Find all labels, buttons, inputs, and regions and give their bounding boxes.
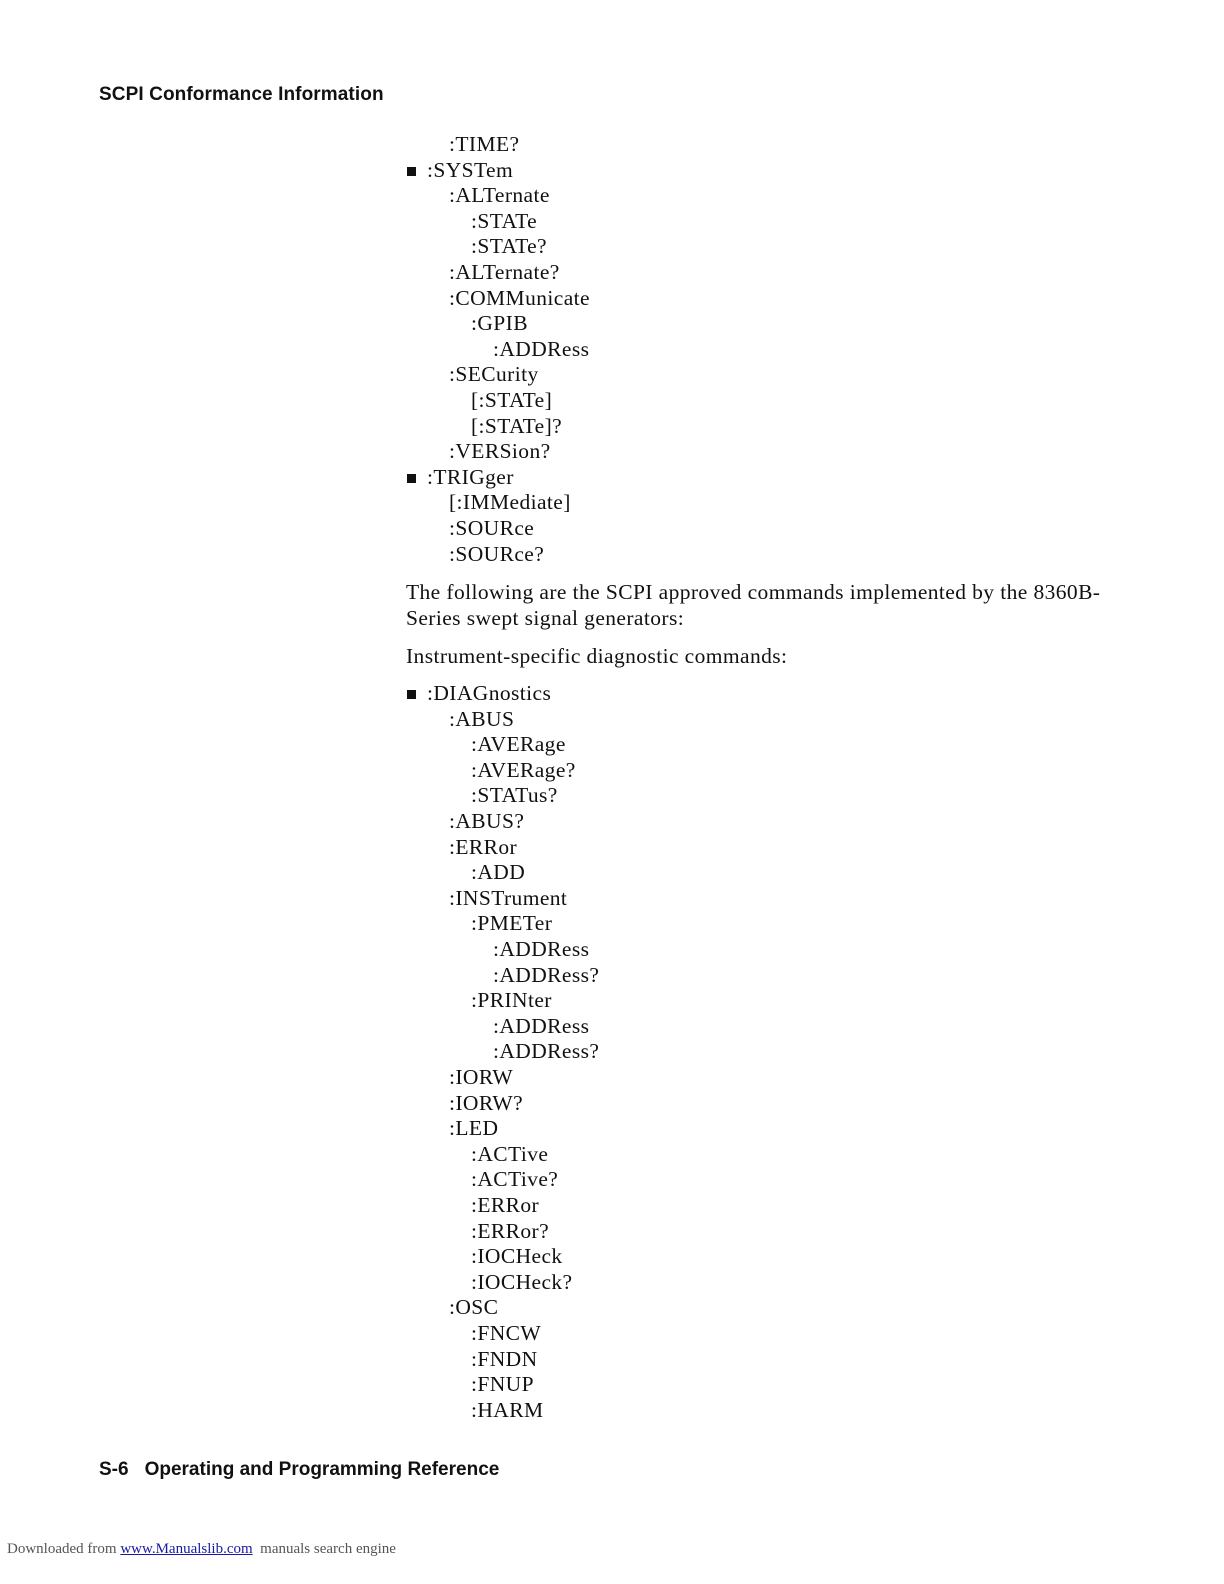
command-item: [406, 1091, 1106, 1117]
command-item: [406, 209, 1106, 235]
command-text: [:STATe]?: [471, 413, 563, 438]
command-item: [406, 783, 1106, 809]
command-text: :ADDRess: [493, 1013, 590, 1038]
command-text: :AVERage?: [471, 757, 576, 782]
document-body: [406, 132, 1106, 1423]
command-text: :IORW: [449, 1065, 514, 1089]
command-item: [406, 1347, 1106, 1373]
command-text: :HARM: [471, 1397, 544, 1422]
command-text: :ERRor: [471, 1192, 540, 1217]
command-text: :SECurity: [449, 362, 539, 387]
command-item: [406, 835, 1106, 861]
command-text: :SOURce?: [449, 541, 545, 566]
command-item: [406, 1039, 1106, 1065]
command-item: [406, 1219, 1106, 1245]
command-text: :OSC: [449, 1295, 499, 1320]
command-item: [406, 286, 1106, 312]
command-item: [406, 1372, 1106, 1398]
command-text: [:STATe]: [471, 387, 553, 412]
command-item: [406, 860, 1106, 886]
command-item: [406, 681, 1106, 707]
command-text: :AVERage: [471, 732, 566, 757]
command-text: :COMMunicate: [449, 285, 590, 310]
command-text: :SOURce: [449, 515, 535, 540]
page-number: S-6: [99, 1459, 129, 1480]
command-text: :ERRor?: [471, 1218, 550, 1243]
command-text: :STATe: [471, 208, 538, 233]
command-text: :FNUP: [471, 1372, 534, 1397]
command-item: [406, 158, 1106, 184]
command-text: :FNDN: [471, 1346, 538, 1371]
command-item: [406, 414, 1106, 440]
command-item: [406, 1244, 1106, 1270]
command-text: :STATus?: [471, 783, 558, 808]
square-bullet-icon: [407, 690, 416, 699]
page-header: SCPI Conformance Information: [99, 84, 384, 105]
command-text: :ABUS?: [449, 809, 525, 834]
command-text: :DIAGnostics: [427, 681, 552, 706]
command-item: [406, 362, 1106, 388]
page-footer: [99, 1459, 499, 1481]
command-text: :FNCW: [471, 1320, 542, 1345]
command-list-bottom: [406, 681, 1106, 1423]
command-item: [406, 183, 1106, 209]
command-item: [406, 1321, 1106, 1347]
command-item: [406, 337, 1106, 363]
command-item: [406, 439, 1106, 465]
command-item: [406, 234, 1106, 260]
command-item: [406, 1014, 1106, 1040]
download-suffix: manuals search engine: [260, 1541, 396, 1557]
command-item: [406, 465, 1106, 491]
command-item: [406, 132, 1106, 158]
square-bullet-icon: [407, 474, 416, 483]
command-item: [406, 1295, 1106, 1321]
command-item: [406, 311, 1106, 337]
command-item: [406, 1116, 1106, 1142]
command-item: [406, 1398, 1106, 1424]
command-text: :IOCHeck: [471, 1244, 563, 1269]
command-item: [406, 732, 1106, 758]
spacer: [406, 669, 1106, 681]
command-text: :IOCHeck?: [471, 1269, 573, 1294]
command-item: [406, 911, 1106, 937]
command-text: :ACTive?: [471, 1167, 559, 1192]
command-text: :GPIB: [471, 311, 528, 336]
command-text: :IORW?: [449, 1090, 524, 1115]
command-text: :ADDRess: [493, 336, 590, 361]
command-text: :LED: [449, 1116, 499, 1141]
command-text: :INSTrument: [449, 885, 568, 910]
command-text: :ACTive: [471, 1141, 549, 1166]
download-prefix: Downloaded from: [7, 1541, 117, 1557]
intro-paragraph: The following are the SCPI approved commands implemented by the 8360B-Series swept signal generators:: [406, 580, 1101, 631]
command-item: [406, 1065, 1106, 1091]
square-bullet-icon: [407, 167, 416, 176]
download-banner: [7, 1541, 396, 1558]
command-list-top: [406, 132, 1106, 567]
command-item: [406, 963, 1106, 989]
command-text: :ADDRess?: [493, 962, 600, 987]
command-text: [:IMMediate]: [449, 490, 571, 515]
command-item: [406, 542, 1106, 568]
command-text: :ABUS: [449, 706, 515, 731]
command-text: :VERSion?: [449, 439, 551, 464]
command-text: :ADDRess: [493, 937, 590, 962]
command-text: :SYSTem: [427, 157, 514, 182]
command-text: :PRINter: [471, 988, 552, 1013]
command-item: [406, 1142, 1106, 1168]
command-text: :ALTernate: [449, 183, 550, 208]
command-text: :ADDRess?: [493, 1039, 600, 1064]
command-text: :STATe?: [471, 234, 548, 259]
command-text: :PMETer: [471, 911, 553, 936]
command-item: [406, 988, 1106, 1014]
command-item: [406, 388, 1106, 414]
diagnostic-heading: Instrument-specific diagnostic commands:: [406, 644, 788, 669]
command-item: [406, 758, 1106, 784]
command-text: :ERRor: [449, 834, 518, 859]
command-item: [406, 1270, 1106, 1296]
command-text: :TRIGger: [427, 464, 514, 489]
command-item: [406, 1193, 1106, 1219]
footer-section-title: Operating and Programming Reference: [144, 1459, 500, 1480]
command-text: :ALTernate?: [449, 259, 560, 284]
command-item: [406, 1167, 1106, 1193]
command-item: [406, 809, 1106, 835]
command-item: [406, 516, 1106, 542]
command-item: [406, 260, 1106, 286]
command-text: :TIME?: [449, 132, 520, 156]
command-item: [406, 886, 1106, 912]
command-item: [406, 490, 1106, 516]
command-item: [406, 937, 1106, 963]
command-item: [406, 707, 1106, 733]
manualslib-link[interactable]: www.Manualslib.com: [120, 1541, 253, 1557]
command-text: :ADD: [471, 860, 526, 885]
